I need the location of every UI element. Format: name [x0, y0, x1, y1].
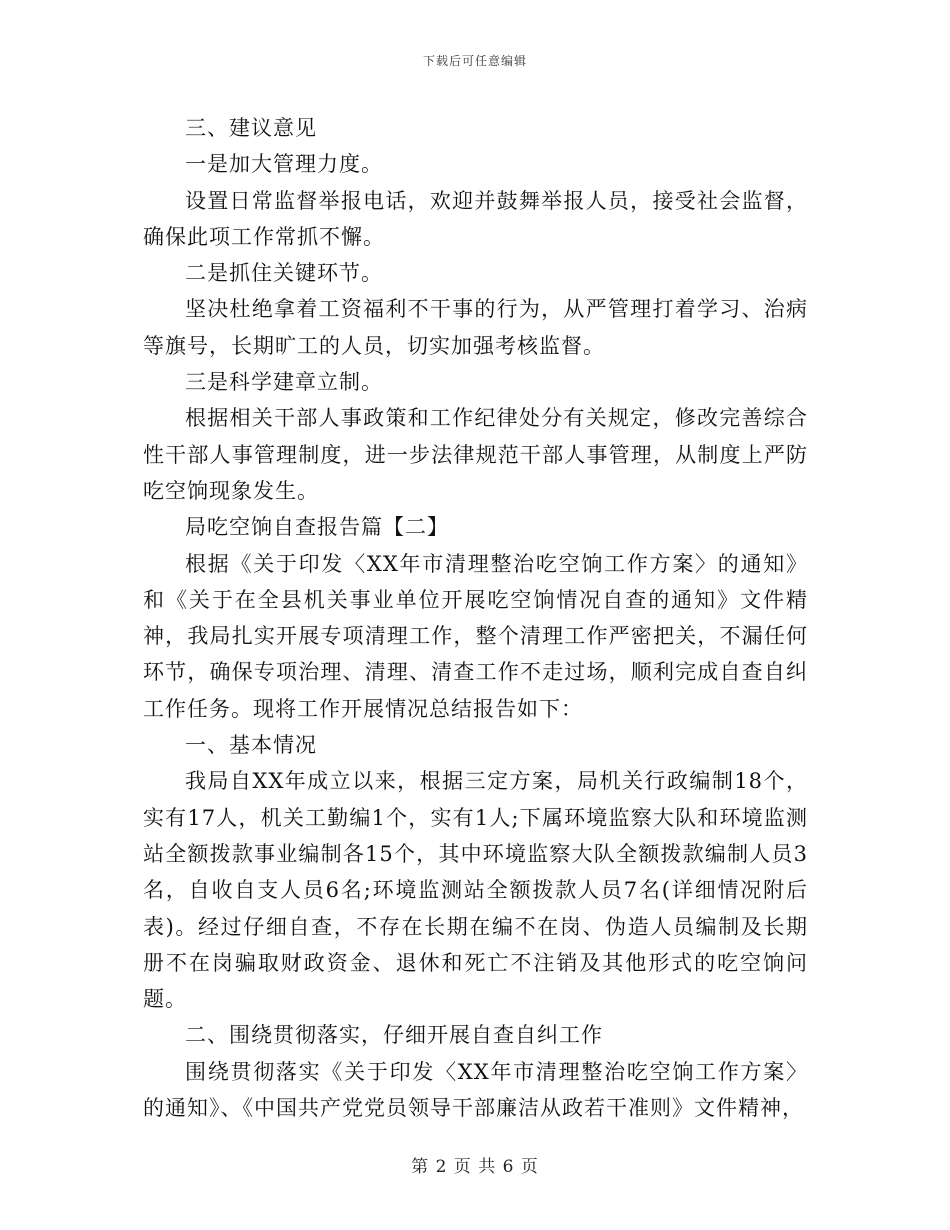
- paragraph: 根据《关于印发〈XX年市清理整治吃空饷工作方案〉的通知》和《关于在全县机关事业单位开展吃空饷情况自查的通知》文件精神，我局扎实开展专项清理工作，整个清理工作严密把关，不漏任何环节，确保专项治理、清理、清查工作不走过场，顺利完成自查自纠工作任务。现将工作开展情况总结报告如下：: [143, 551, 808, 721]
- page-number-footer: 第 2 页 共 6 页: [411, 1157, 539, 1177]
- section-heading-self-inspection: 二、围绕贯彻落实，仔细开展自查自纠工作: [185, 1023, 603, 1048]
- paragraph: 围绕贯彻落实《关于印发〈XX年市清理整治吃空饷工作方案〉的通知》、《中国共产党党员领导干部廉洁从政若干准则》文件精神，: [143, 1059, 808, 1121]
- paragraph: 设置日常监督举报电话，欢迎并鼓舞举报人员，接受社会监督，确保此项工作常抓不懈。: [143, 188, 808, 249]
- paragraph: 坚决杜绝拿着工资福利不干事的行为，从严管理打着学习、治病等旗号，长期旷工的人员，切实加强考核监督。: [143, 297, 808, 358]
- section-heading-suggestions: 三、建议意见: [185, 116, 317, 140]
- page-header: 下载后可任意编辑: [422, 54, 527, 68]
- paragraph: 根据相关干部人事政策和工作纪律处分有关规定，修改完善综合性干部人事管理制度，进一步法律规范干部人事管理，从制度上严防吃空饷现象发生。: [143, 406, 808, 503]
- paragraph: 一是加大管理力度。: [185, 152, 383, 177]
- paragraph: 二是抓住关键环节。: [185, 261, 383, 286]
- section-heading-basic-situation: 一、基本情况: [185, 733, 317, 758]
- section-title-part-two: 局吃空饷自查报告篇【二】: [185, 515, 449, 540]
- document-body: [143, 110, 808, 1126]
- paragraph: 三是科学建章立制。: [185, 370, 383, 395]
- paragraph: 我局自XX年成立以来，根据三定方案，局机关行政编制18个，实有17人，机关工勤编1个，实有1人;下属环境监察大队和环境监测站全额拨款事业编制各15个，其中环境监察大队全额拨款编制人员3名，自收自支人员6名;环境监测站全额拨款人员7名(详细情况附后表)。经过仔细自查，不存在长期在编不在岗、伪造人员编制及长期册不在岗骗取财政资金、退休和死亡不注销及其他形式的吃空饷问题。: [143, 769, 808, 1012]
